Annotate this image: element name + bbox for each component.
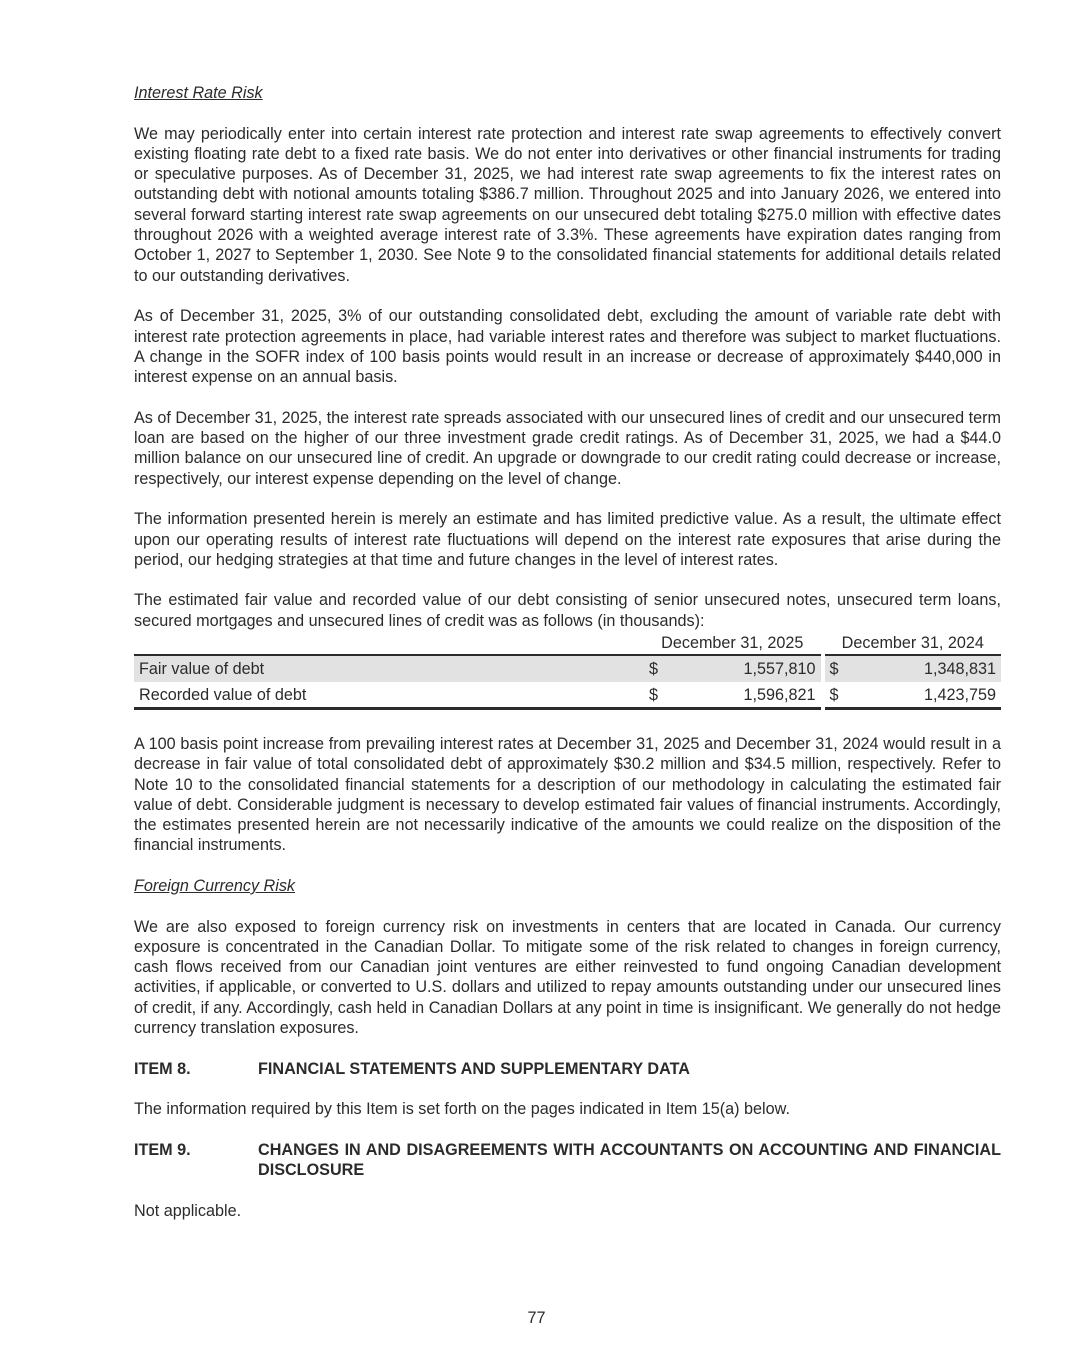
table-row (134, 655, 1001, 681)
interest-rate-paragraph-4: The information presented herein is merely an estimate and has limited predictive value. As a result, the ultimate effect upon our operating results of interest rate fluctuations will depend on the interest rate exposures that arise during the period, our hedging strategies at that time and future changes in the level of interest rates. (134, 510, 1001, 569)
row-label: Fair value of debt (134, 655, 644, 681)
item-9-title: CHANGES IN AND DISAGREEMENTS WITH ACCOUNTANTS ON ACCOUNTING AND FINANCIAL DISCLOSURE (258, 1140, 1001, 1180)
interest-rate-paragraph-3: As of December 31, 2025, the interest rate spreads associated with our unsecured lines of credit and our unsecured term loan are based on the higher of our three investment grade credit ratings. As of December 31, 2025, we had a $44.0 million balance on our unsecured line of credit. An upgrade or downgrade to our credit rating could decrease or increase, respectively, our interest expense depending on the level of change. (134, 408, 1001, 488)
item-8-body: The information required by this Item is set forth on the pages indicated in Item 15(a) below. (134, 1100, 790, 1119)
currency-symbol: $ (644, 655, 663, 681)
item-8-number: ITEM 8. (134, 1059, 191, 1078)
table-row (134, 682, 1001, 709)
interest-rate-risk-heading: Interest Rate Risk (134, 84, 263, 102)
interest-rate-paragraph-5: The estimated fair value and recorded value of our debt consisting of senior unsecured notes, unsecured term loans, secured mortgages and unsecured lines of credit was as follows (in thousands): (134, 591, 1001, 630)
foreign-currency-risk-heading: Foreign Currency Risk (134, 876, 296, 895)
foreign-currency-paragraph: We are also exposed to foreign currency risk on investments in centers that are located in Canada. Our currency exposure is concentrated in the Canadian Dollar. To mitigate some of the risk related to changes in foreign currency, cash flows received from our Canadian joint ventures are either reinvested to fund ongoing Canadian development activities, if applicable, or converted to U.S. dollars and utilized to repay amounts outstanding under our unsecured lines of credit, if any. Accordingly, cash held in Canadian Dollars at any point in time is insignificant. We generally do not hedge currency translation exposures. (134, 917, 1001, 1038)
interest-rate-paragraph-2: As of December 31, 2025, 3% of our outstanding consolidated debt, excluding the amount of variable rate debt with interest rate protection agreements in place, had variable interest rates and therefore was subject to market fluctuations. A change in the SOFR index of 100 basis points would result in an increase or decrease of approximately $440,000 in interest expense on an annual basis. (134, 307, 1001, 387)
value-2024: 1,423,759 (844, 682, 1002, 709)
basis-point-paragraph: A 100 basis point increase from prevailing interest rates at December 31, 2025 and December 31, 2024 would result in a decrease in fair value of total consolidated debt of approximately $30.2 million and $34.5 million, respectively. Refer to Note 10 to the consolidated financial statements for a description of our methodology in calculating the estimated fair value of debt. Considerable judgment is necessary to develop estimated fair values of financial instruments. Accordingly, the estimates presented herein are not necessarily indicative of the amounts we could realize on the disposition of the financial instruments. (134, 734, 1001, 855)
value-2024: 1,348,831 (844, 655, 1002, 681)
currency-symbol: $ (644, 682, 663, 709)
column-header-2024: December 31, 2024 (825, 631, 1002, 655)
item-9-heading (134, 1140, 1001, 1181)
debt-value-table (134, 631, 1001, 710)
currency-symbol: $ (825, 682, 844, 709)
interest-rate-paragraph-1: We may periodically enter into certain interest rate protection and interest rate swap agreements to effectively convert existing floating rate debt to a fixed rate basis. We do not enter into derivatives or other financial instruments for trading or speculative purposes. As of December 31, 2025, we had interest rate swap agreements to fix the interest rates on outstanding debt with notional amounts totaling $386.7 million. Throughout 2025 and into January 2026, we entered into several forward starting interest rate swap agreements on our unsecured debt totaling $275.0 million with effective dates throughout 2026 with a weighted average interest rate of 3.3%. These agreements have expiration dates ranging from October 1, 2027 to September 1, 2030. See Note 9 to the consolidated financial statements for additional details related to our outstanding derivatives. (134, 124, 1001, 285)
item-8-title: FINANCIAL STATEMENTS AND SUPPLEMENTARY DATA (258, 1059, 690, 1078)
currency-symbol: $ (825, 655, 844, 681)
column-header-2025: December 31, 2025 (644, 631, 821, 655)
item-9-body: Not applicable. (134, 1201, 242, 1220)
document-page (134, 83, 1001, 1221)
item-9-number: ITEM 9. (134, 1140, 191, 1159)
item-8-heading (134, 1059, 1001, 1079)
row-label: Recorded value of debt (134, 682, 644, 709)
value-2025: 1,596,821 (663, 682, 821, 709)
page-number: 77 (527, 1309, 546, 1327)
value-2025: 1,557,810 (663, 655, 821, 681)
